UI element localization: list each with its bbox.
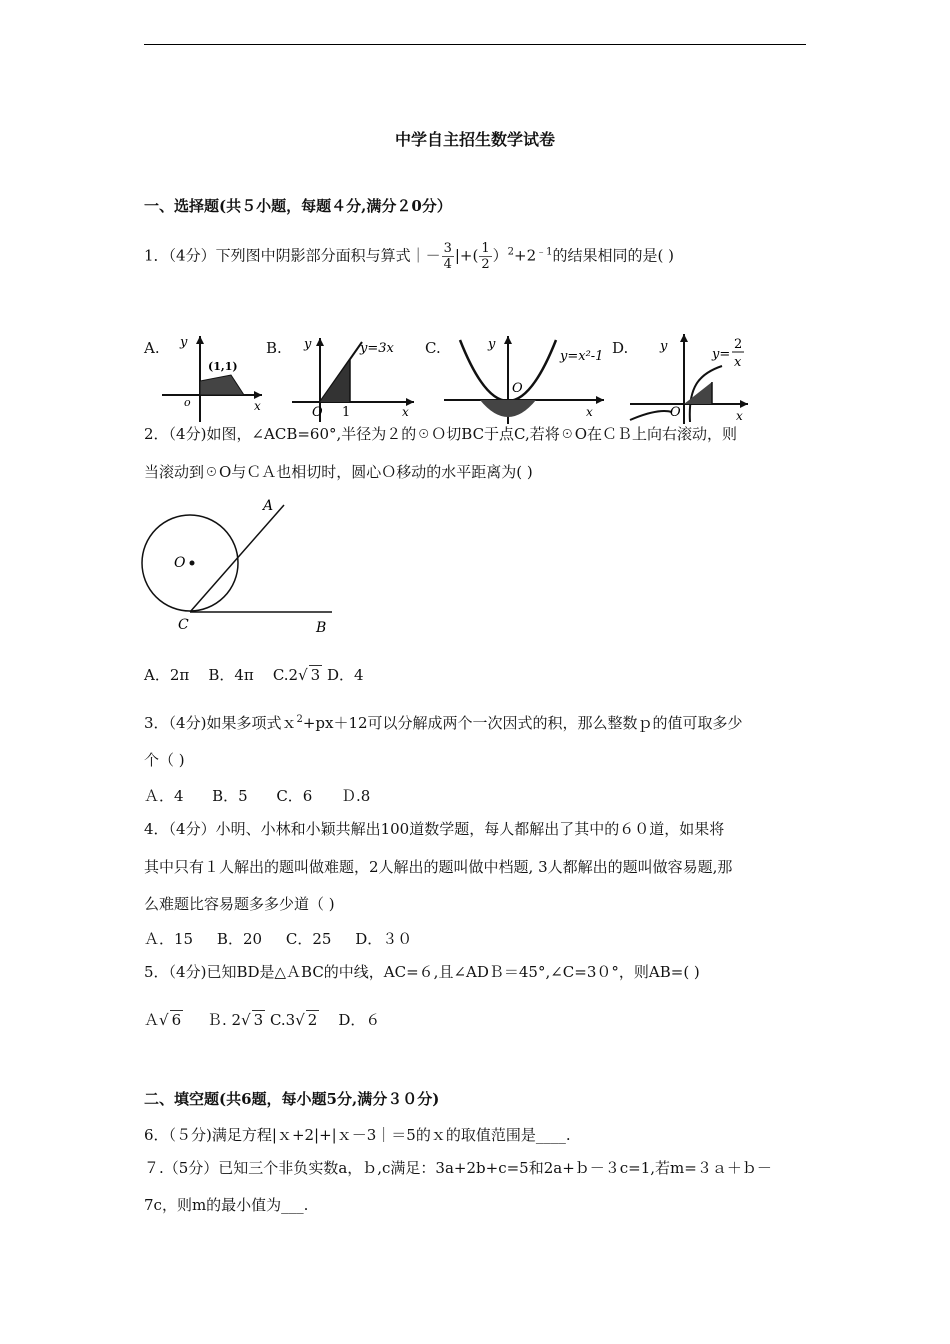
svg-text:x: x xyxy=(736,409,743,423)
q4-line3: 么难题比容易题多多少道（ ) xyxy=(144,895,335,913)
q1-frac2: $\frac{1}{2}$ xyxy=(481,241,490,272)
svg-text:O: O xyxy=(174,555,186,571)
q1-figure-b xyxy=(290,334,418,424)
q5-line1: 5．（4分)已知BD是△ＡBC的中线，AC=６,且∠ADＢ＝45°,∠C=3０°，则AB=( ) xyxy=(144,963,700,981)
q1-figure-d xyxy=(628,330,752,424)
q7-line1: ７.（5分）已知三个非负实数a，ｂ,c满足：3a+2b+c=5和2a+ｂ－３c=1,若m=３ａ＋ｂ－ xyxy=(144,1159,772,1177)
svg-text:2: 2 xyxy=(734,337,743,352)
q3-options: Ａ．4 B．5 C．6 Ｄ.8 xyxy=(144,787,371,805)
svg-text:y: y xyxy=(180,335,188,350)
q3-line2: 个（ ) xyxy=(144,751,185,769)
svg-text:y: y xyxy=(304,337,312,352)
svg-text:O: O xyxy=(312,405,323,420)
svg-text:(1,1): (1,1) xyxy=(208,360,238,373)
section1-heading: 一、选择题(共５小题，每题４分,满分２0分） xyxy=(144,197,452,215)
svg-text:C: C xyxy=(178,617,189,633)
svg-text:x: x xyxy=(586,405,593,419)
svg-text:x: x xyxy=(734,355,742,370)
q4-options: Ａ．15 B．20 C．25 D．３０ xyxy=(144,930,413,948)
svg-text:y=3x: y=3x xyxy=(360,341,394,356)
svg-text:x: x xyxy=(402,405,409,419)
q1-option-b-label: B. xyxy=(266,339,282,357)
page-title: 中学自主招生数学试卷 xyxy=(394,130,555,149)
q7-line2: 7c，则m的最小值为___. xyxy=(144,1196,309,1214)
q3-line1: 3．（4分)如果多项式ｘ$^2$+px＋12可以分解成两个一次因式的积，那么整数ｐ的值可取多少 xyxy=(144,714,743,732)
q1-figure-a xyxy=(158,332,268,424)
section2-heading: 二、填空题(共6题，每小题5分,满分３０分) xyxy=(144,1090,440,1108)
svg-text:y: y xyxy=(660,339,668,354)
svg-text:O: O xyxy=(512,381,523,396)
q1-option-a-label: A. xyxy=(144,339,160,357)
q4-line1: 4．（4分）小明、小林和小颖共解出100道数学题，每人都解出了其中的６０道，如果将 xyxy=(144,820,725,838)
q6-line1: 6．（５分)满足方程|ｘ+2|+|ｘ－3｜＝5的ｘ的取值范围是____. xyxy=(144,1126,571,1144)
svg-text:B: B xyxy=(316,620,327,636)
q5-options: Ａ√ 6 Ｂ. 2√ 3 C.3√ 2 D．６ xyxy=(144,1011,381,1029)
q1-option-c-label: C. xyxy=(425,339,441,357)
q2-line1: 2．（4分)如图，∠ACB=60°,半径为２的☉Ｏ切BC于点C,若将☉O在ＣＢ上向右滚动，则 xyxy=(144,425,738,443)
svg-text:y: y xyxy=(488,337,496,352)
svg-text:1: 1 xyxy=(342,405,351,420)
q1-frac1: $\frac{3}{4}$ xyxy=(443,241,452,272)
q2-options: A．2π B．4π C.2√ 3 D．4 xyxy=(144,666,364,684)
q2-figure xyxy=(140,495,340,641)
svg-text:O: O xyxy=(670,405,681,420)
q1-stem: 1．（4分）下列图中阴影部分面积与算式｜－ $\frac{3}{4}$ |+( $\frac{1}{2}$ ）$^2+2^{﹣1}$的结果相同的是( ) xyxy=(144,241,675,272)
q2-line2: 当滚动到☉O与ＣＡ也相切时，圆心Ｏ移动的水平距离为( ) xyxy=(144,463,533,481)
q1-figure-c xyxy=(440,332,610,424)
header-rule xyxy=(144,44,806,45)
svg-text:y=: y= xyxy=(712,347,731,362)
q4-line2: 其中只有１人解出的题叫做难题，2人解出的题叫做中档题, 3人都解出的题叫做容易题,那 xyxy=(144,858,733,876)
svg-text:A: A xyxy=(263,498,274,514)
svg-text:x: x xyxy=(254,399,261,413)
q1-option-d-label: D. xyxy=(612,339,629,357)
svg-text:y=x²-1: y=x²-1 xyxy=(560,349,604,364)
svg-text:o: o xyxy=(184,396,191,409)
